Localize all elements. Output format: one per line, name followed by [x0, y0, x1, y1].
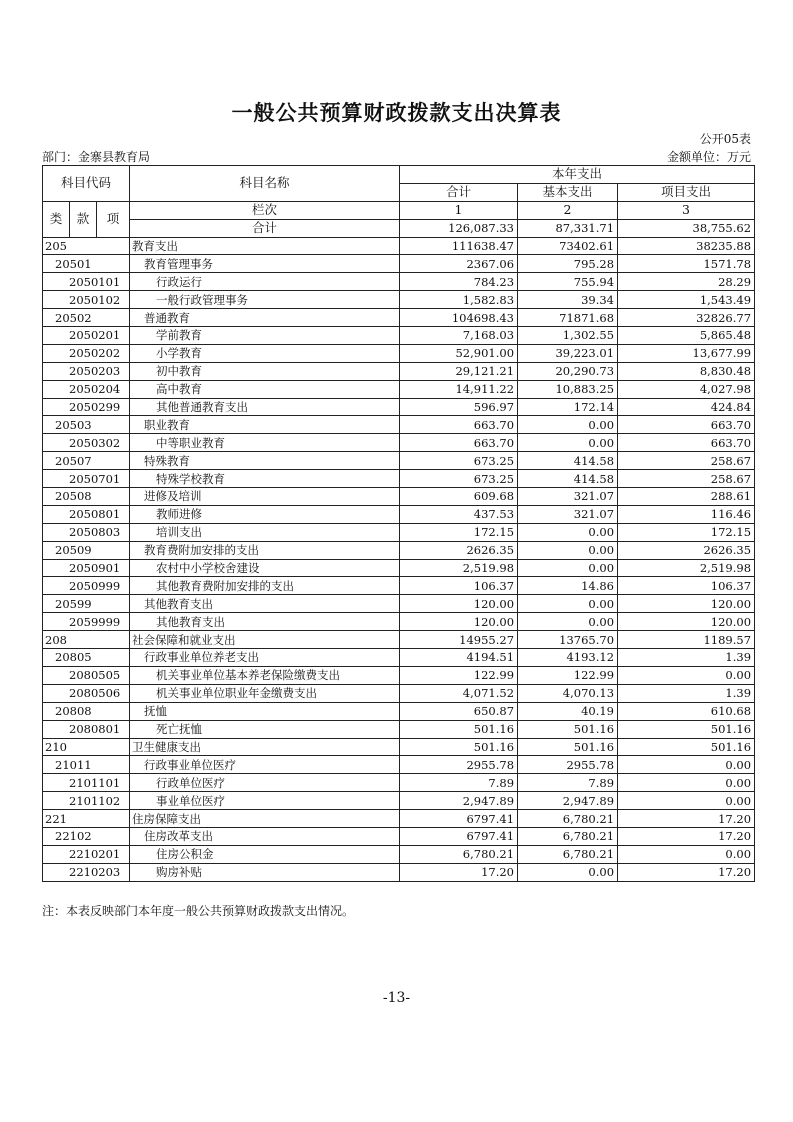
amount-project: 288.61: [618, 488, 755, 506]
amount-project: 0.00: [618, 666, 755, 684]
subject-name: 住房改革支出: [130, 827, 400, 845]
amount-project: 116.46: [618, 505, 755, 523]
header-col2: 2: [518, 201, 618, 219]
amount-basic: 0.00: [518, 416, 618, 434]
table-row: [43, 702, 755, 720]
amount-basic: 0.00: [518, 613, 618, 631]
amount-project: 28.29: [618, 273, 755, 291]
subject-name: 特殊学校教育: [130, 470, 400, 488]
table-row: [43, 684, 755, 702]
subject-code: 20508: [43, 488, 130, 506]
table-row: [43, 631, 755, 649]
amount-basic: 2,947.89: [518, 792, 618, 810]
amount-total: 6797.41: [400, 810, 518, 828]
amount-basic: 39.34: [518, 291, 618, 309]
header-col3: 3: [618, 201, 755, 219]
amount-basic: 4,070.13: [518, 684, 618, 702]
amount-basic: 2955.78: [518, 756, 618, 774]
table-row: [43, 452, 755, 470]
subject-name: 农村中小学校舍建设: [130, 559, 400, 577]
amount-basic: 321.07: [518, 505, 618, 523]
amount-project: 0.00: [618, 792, 755, 810]
subject-code: 2050801: [43, 505, 130, 523]
amount-project: 2626.35: [618, 541, 755, 559]
amount-project: 17.20: [618, 863, 755, 881]
subject-code: 2210203: [43, 863, 130, 881]
table-row: [43, 237, 755, 255]
amount-basic: 321.07: [518, 488, 618, 506]
amount-basic: 6,780.21: [518, 827, 618, 845]
amount-total: 122.99: [400, 666, 518, 684]
subject-name: 购房补贴: [130, 863, 400, 881]
table-row: [43, 505, 755, 523]
table-row: [43, 255, 755, 273]
table-row: [43, 327, 755, 345]
amount-total: 663.70: [400, 416, 518, 434]
amount-total: 172.15: [400, 523, 518, 541]
amount-basic: 73402.61: [518, 237, 618, 255]
amount-project: 120.00: [618, 613, 755, 631]
header-basic: 基本支出: [518, 183, 618, 201]
subject-name: 教育管理事务: [130, 255, 400, 273]
amount-total: 29,121.21: [400, 362, 518, 380]
subject-code: 22102: [43, 827, 130, 845]
amount-project: 2,519.98: [618, 559, 755, 577]
subject-name: 学前教育: [130, 327, 400, 345]
amount-project: 1571.78: [618, 255, 755, 273]
table-row: [43, 577, 755, 595]
header-lei: 类: [43, 201, 70, 237]
amount-basic: 122.99: [518, 666, 618, 684]
amount-project: 610.68: [618, 702, 755, 720]
amount-project: 501.16: [618, 738, 755, 756]
subject-code: 20501: [43, 255, 130, 273]
table-row: [43, 523, 755, 541]
table-row: [43, 470, 755, 488]
subject-code: 2050201: [43, 327, 130, 345]
amount-project: 106.37: [618, 577, 755, 595]
amount-basic: 40.19: [518, 702, 618, 720]
subject-name: 教育支出: [130, 237, 400, 255]
table-row: [43, 309, 755, 327]
amount-basic: 39,223.01: [518, 344, 618, 362]
amount-total: 501.16: [400, 738, 518, 756]
table-row: [43, 649, 755, 667]
subject-code: 2101102: [43, 792, 130, 810]
amount-project: 13,677.99: [618, 344, 755, 362]
amount-basic: 71871.68: [518, 309, 618, 327]
amount-project: 0.00: [618, 756, 755, 774]
page-number: -13-: [382, 990, 411, 1006]
amount-project: 424.84: [618, 398, 755, 416]
subject-code: 2080506: [43, 684, 130, 702]
subject-code: 20599: [43, 595, 130, 613]
header-column-no: 栏次: [130, 201, 400, 219]
amount-total: 7,168.03: [400, 327, 518, 345]
table-row: [43, 827, 755, 845]
subject-code: 2101101: [43, 774, 130, 792]
subject-name: 行政运行: [130, 273, 400, 291]
amount-project: 38235.88: [618, 237, 755, 255]
subject-code: 21011: [43, 756, 130, 774]
subject-code: 205: [43, 237, 130, 255]
subject-name: 卫生健康支出: [130, 738, 400, 756]
subject-code: 2050901: [43, 559, 130, 577]
amount-basic: 6,780.21: [518, 845, 618, 863]
amount-basic: 172.14: [518, 398, 618, 416]
subject-name: 进修及培训: [130, 488, 400, 506]
subject-code: 2050701: [43, 470, 130, 488]
department-label: 部门：金寨县教育局: [42, 150, 151, 164]
amount-total: 1,582.83: [400, 291, 518, 309]
table-row: [43, 738, 755, 756]
header-total: 合计: [400, 183, 518, 201]
amount-project: 663.70: [618, 434, 755, 452]
amount-project: 4,027.98: [618, 380, 755, 398]
amount-total: 2367.06: [400, 255, 518, 273]
amount-project: 258.67: [618, 470, 755, 488]
amount-basic: 0.00: [518, 863, 618, 881]
table-row: [43, 774, 755, 792]
amount-total: 106.37: [400, 577, 518, 595]
table-row: [43, 380, 755, 398]
table-row: [43, 559, 755, 577]
table-row: [43, 756, 755, 774]
unit-label: 金额单位：万元: [666, 150, 751, 164]
amount-project: 1.39: [618, 649, 755, 667]
amount-total: 6797.41: [400, 827, 518, 845]
header-subject-code: 科目代码: [43, 166, 130, 202]
subject-code: 2210201: [43, 845, 130, 863]
table-row: [43, 416, 755, 434]
subject-code: 2050102: [43, 291, 130, 309]
table-row: [43, 863, 755, 881]
amount-basic: 795.28: [518, 255, 618, 273]
amount-total: 14,911.22: [400, 380, 518, 398]
subject-code: 208: [43, 631, 130, 649]
subject-code: 2050202: [43, 344, 130, 362]
table-row: [43, 344, 755, 362]
amount-basic: 501.16: [518, 738, 618, 756]
amount-total: 2955.78: [400, 756, 518, 774]
amount-total: 104698.43: [400, 309, 518, 327]
subject-name: 中等职业教育: [130, 434, 400, 452]
table-row: [43, 398, 755, 416]
amount-project: 663.70: [618, 416, 755, 434]
subject-code: 2080505: [43, 666, 130, 684]
amount-project: 8,830.48: [618, 362, 755, 380]
amount-project: 17.20: [618, 810, 755, 828]
header-xiang: 项: [97, 201, 130, 237]
subject-name: 死亡抚恤: [130, 720, 400, 738]
table-row: [43, 595, 755, 613]
amount-project: 172.15: [618, 523, 755, 541]
subject-code: 2050999: [43, 577, 130, 595]
subject-name: 普通教育: [130, 309, 400, 327]
amount-basic: 0.00: [518, 595, 618, 613]
amount-total: 596.97: [400, 398, 518, 416]
amount-basic: 20,290.73: [518, 362, 618, 380]
expenditure-table: [42, 165, 755, 882]
subject-code: 20503: [43, 416, 130, 434]
amount-basic: 13765.70: [518, 631, 618, 649]
amount-project: 1,543.49: [618, 291, 755, 309]
subject-name: 教师进修: [130, 505, 400, 523]
table-row: [43, 362, 755, 380]
grand-total-total: 126,087.33: [400, 219, 518, 237]
subject-name: 一般行政管理事务: [130, 291, 400, 309]
amount-basic: 0.00: [518, 559, 618, 577]
header-kuan: 款: [70, 201, 97, 237]
amount-total: 650.87: [400, 702, 518, 720]
amount-project: 501.16: [618, 720, 755, 738]
amount-total: 52,901.00: [400, 344, 518, 362]
subject-code: 20507: [43, 452, 130, 470]
amount-project: 0.00: [618, 845, 755, 863]
subject-code: 2050203: [43, 362, 130, 380]
subject-name: 其他教育支出: [130, 613, 400, 631]
amount-basic: 1,302.55: [518, 327, 618, 345]
table-row: [43, 434, 755, 452]
amount-basic: 414.58: [518, 452, 618, 470]
amount-project: 17.20: [618, 827, 755, 845]
subject-name: 事业单位医疗: [130, 792, 400, 810]
subject-name: 高中教育: [130, 380, 400, 398]
subject-name: 住房保障支出: [130, 810, 400, 828]
amount-total: 17.20: [400, 863, 518, 881]
subject-name: 行政事业单位养老支出: [130, 649, 400, 667]
subject-code: 210: [43, 738, 130, 756]
amount-total: 120.00: [400, 613, 518, 631]
subject-code: 221: [43, 810, 130, 828]
amount-basic: 7.89: [518, 774, 618, 792]
amount-total: 663.70: [400, 434, 518, 452]
subject-name: 职业教育: [130, 416, 400, 434]
amount-project: 32826.77: [618, 309, 755, 327]
subject-name: 小学教育: [130, 344, 400, 362]
subject-code: 20805: [43, 649, 130, 667]
subject-code: 2059999: [43, 613, 130, 631]
header-current-year: 本年支出: [400, 166, 755, 184]
subject-name: 教育费附加安排的支出: [130, 541, 400, 559]
header-subject-name: 科目名称: [130, 166, 400, 202]
amount-basic: 0.00: [518, 434, 618, 452]
subject-name: 社会保障和就业支出: [130, 631, 400, 649]
amount-total: 673.25: [400, 452, 518, 470]
amount-total: 7.89: [400, 774, 518, 792]
subject-code: 2050302: [43, 434, 130, 452]
subject-name: 其他教育费附加安排的支出: [130, 577, 400, 595]
amount-project: 258.67: [618, 452, 755, 470]
page-title: 一般公共预算财政拨款支出决算表: [231, 101, 562, 125]
amount-basic: 755.94: [518, 273, 618, 291]
subject-code: 20808: [43, 702, 130, 720]
amount-basic: 6,780.21: [518, 810, 618, 828]
amount-total: 2,947.89: [400, 792, 518, 810]
amount-basic: 10,883.25: [518, 380, 618, 398]
subject-code: 20509: [43, 541, 130, 559]
table-row: [43, 541, 755, 559]
subject-name: 行政事业单位医疗: [130, 756, 400, 774]
amount-project: 0.00: [618, 774, 755, 792]
subject-code: 20502: [43, 309, 130, 327]
table-row: [43, 845, 755, 863]
amount-basic: 0.00: [518, 541, 618, 559]
subject-name: 住房公积金: [130, 845, 400, 863]
table-row: [43, 273, 755, 291]
subject-name: 机关事业单位职业年金缴费支出: [130, 684, 400, 702]
amount-total: 6,780.21: [400, 845, 518, 863]
grand-total-project: 38,755.62: [618, 219, 755, 237]
subject-name: 其他教育支出: [130, 595, 400, 613]
amount-total: 2626.35: [400, 541, 518, 559]
table-row: [43, 720, 755, 738]
amount-total: 501.16: [400, 720, 518, 738]
amount-total: 673.25: [400, 470, 518, 488]
form-number: 公开05表: [699, 132, 751, 146]
grand-total-basic: 87,331.71: [518, 219, 618, 237]
amount-total: 4194.51: [400, 649, 518, 667]
subject-name: 行政单位医疗: [130, 774, 400, 792]
subject-name: 抚恤: [130, 702, 400, 720]
amount-total: 120.00: [400, 595, 518, 613]
amount-project: 1.39: [618, 684, 755, 702]
amount-basic: 4193.12: [518, 649, 618, 667]
subject-name: 机关事业单位基本养老保险缴费支出: [130, 666, 400, 684]
amount-project: 120.00: [618, 595, 755, 613]
amount-total: 14955.27: [400, 631, 518, 649]
footnote: 注：本表反映部门本年度一般公共预算财政拨款支出情况。: [42, 904, 355, 918]
amount-basic: 414.58: [518, 470, 618, 488]
subject-name: 其他普通教育支出: [130, 398, 400, 416]
table-body: [43, 237, 755, 881]
amount-total: 2,519.98: [400, 559, 518, 577]
subject-name: 初中教育: [130, 362, 400, 380]
amount-total: 437.53: [400, 505, 518, 523]
amount-total: 609.68: [400, 488, 518, 506]
amount-basic: 14.86: [518, 577, 618, 595]
subject-name: 特殊教育: [130, 452, 400, 470]
amount-project: 5,865.48: [618, 327, 755, 345]
table-row: [43, 291, 755, 309]
amount-basic: 0.00: [518, 523, 618, 541]
table-row: [43, 613, 755, 631]
header-sum-label: 合计: [130, 219, 400, 237]
table-row: [43, 792, 755, 810]
amount-project: 1189.57: [618, 631, 755, 649]
subject-code: 2080801: [43, 720, 130, 738]
table-row: [43, 488, 755, 506]
subject-code: 2050101: [43, 273, 130, 291]
subject-name: 培训支出: [130, 523, 400, 541]
amount-total: 4,071.52: [400, 684, 518, 702]
header-project: 项目支出: [618, 183, 755, 201]
amount-total: 111638.47: [400, 237, 518, 255]
amount-total: 784.23: [400, 273, 518, 291]
subject-code: 2050803: [43, 523, 130, 541]
amount-basic: 501.16: [518, 720, 618, 738]
table-row: [43, 666, 755, 684]
header-col1: 1: [400, 201, 518, 219]
subject-code: 2050299: [43, 398, 130, 416]
table-row: [43, 810, 755, 828]
subject-code: 2050204: [43, 380, 130, 398]
